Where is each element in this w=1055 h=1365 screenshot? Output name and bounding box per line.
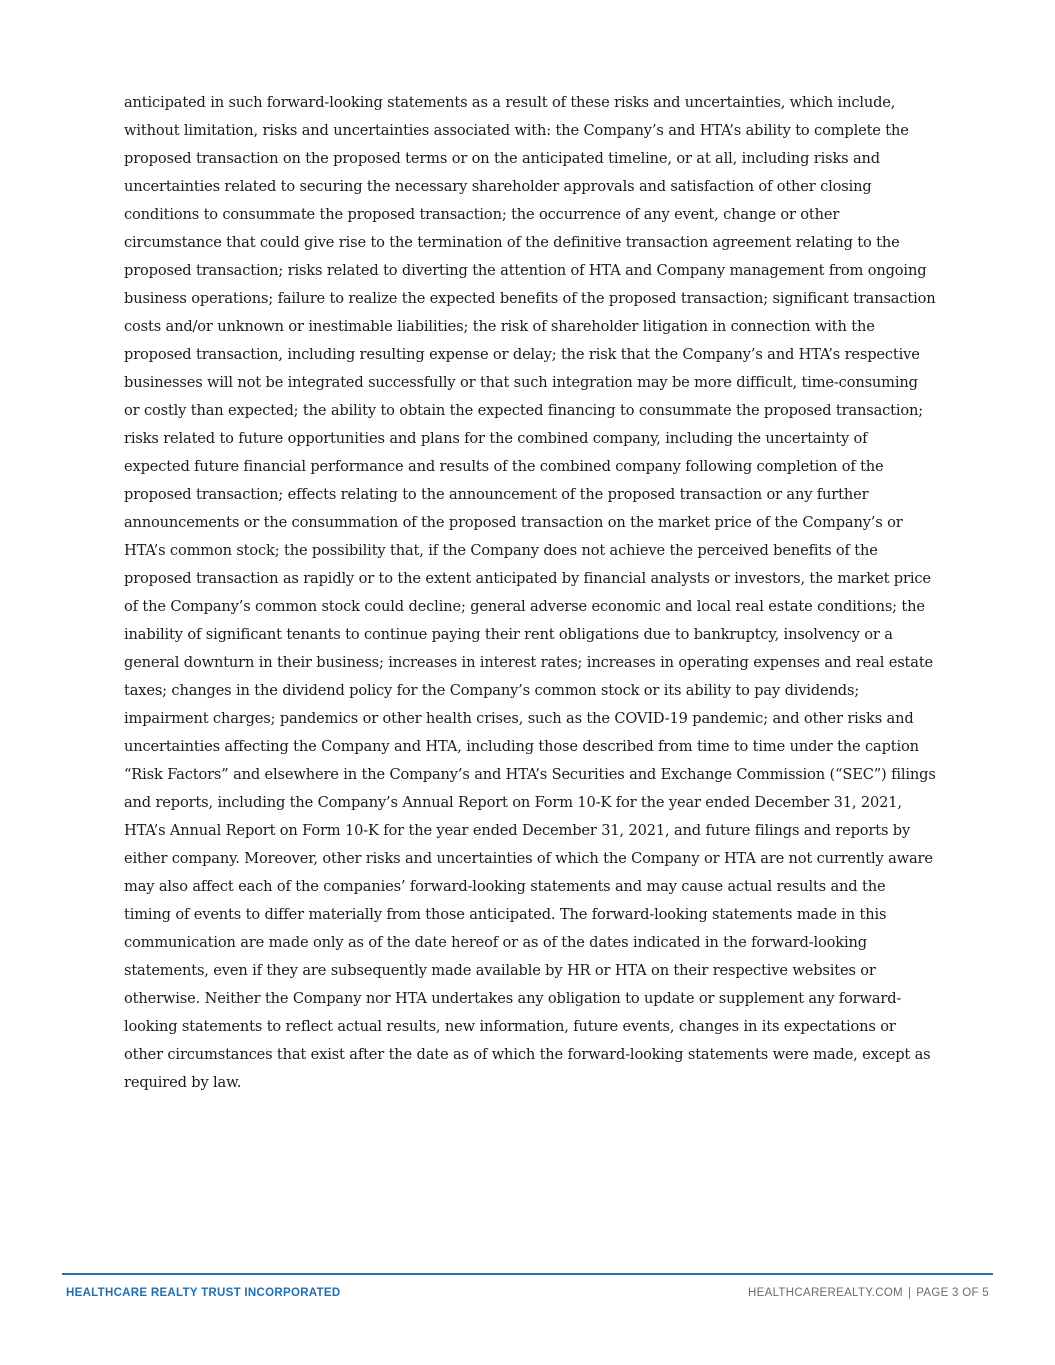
footer-divider bbox=[62, 1273, 993, 1275]
footer-separator: | bbox=[907, 1287, 912, 1299]
footer-website[interactable]: HEALTHCAREREALTY.COM bbox=[748, 1287, 903, 1299]
footer-company-name: HEALTHCARE REALTY TRUST INCORPORATED bbox=[66, 1287, 341, 1299]
footer-page-number: PAGE 3 OF 5 bbox=[916, 1287, 989, 1299]
forward-looking-statements-paragraph: anticipated in such forward-looking statements as a result of these risks and uncertainties, which include, without limitation, risks and uncertainties associated with: the Company’s and HTA’s ability to complete the proposed transaction on the proposed terms or on the anticipated timeline, or at all, including risks and uncertainties related to securing the necessary shareholder approvals and satisfaction of other closing conditions to consummate the proposed transaction; the occurrence of any event, change or other circumstance that could give rise to the termination of the definitive transaction agreement relating to the proposed transaction; risks related to diverting the attention of HTA and Company management from ongoing business operations; failure to realize the expected benefits of the proposed transaction; significant transaction costs and/or unknown or inestimable liabilities; the risk of shareholder litigation in connection with the proposed transaction, including resulting expense or delay; the risk that the Company’s and HTA’s respective businesses will not be integrated successfully or that such integration may be more difficult, time-consuming or costly than expected; the ability to obtain the expected financing to consummate the proposed transaction; risks related to future opportunities and plans for the combined company, including the uncertainty of expected future financial performance and results of the combined company following completion of the proposed transaction; effects relating to the announcement of the proposed transaction or any further announcements or the consummation of the proposed transaction on the market price of the Company’s or HTA’s common stock; the possibility that, if the Company does not achieve the perceived benefits of the proposed transaction as rapidly or to the extent anticipated by financial analysts or investors, the market price of the Company’s common stock could decline; general adverse economic and local real estate conditions; the inability of significant tenants to continue paying their rent obligations due to bankruptcy, insolvency or a general downturn in their business; increases in interest rates; increases in operating expenses and real estate taxes; changes in the dividend policy for the Company’s common stock or its ability to pay dividends; impairment charges; pandemics or other health crises, such as the COVID-19 pandemic; and other risks and uncertainties affecting the Company and HTA, including those described from time to time under the caption “Risk Factors” and elsewhere in the Company’s and HTA’s Securities and Exchange Commission (“SEC”) filings and reports, including the Company’s Annual Report on Form 10-K for the year ended December 31, 2021, HTA’s Annual Report on Form 10-K for the year ended December 31, 2021, and future filings and reports by either company. Moreover, other risks and uncertainties of which the Company or HTA are not currently aware may also affect each of the companies’ forward-looking statements and may cause actual results and the timing of events to differ materially from those anticipated. The forward-looking statements made in this communication are made only as of the date hereof or as of the dates indicated in the forward-looking statements, even if they are subsequently made available by HR or HTA on their respective websites or otherwise. Neither the Company nor HTA undertakes any obligation to update or supplement any forward-looking statements to reflect actual results, new information, future events, changes in its expectations or other circumstances that exist after the date as of which the forward-looking statements were made, except as required by law. bbox=[124, 94, 936, 1091]
footer-page-info bbox=[748, 1287, 989, 1299]
